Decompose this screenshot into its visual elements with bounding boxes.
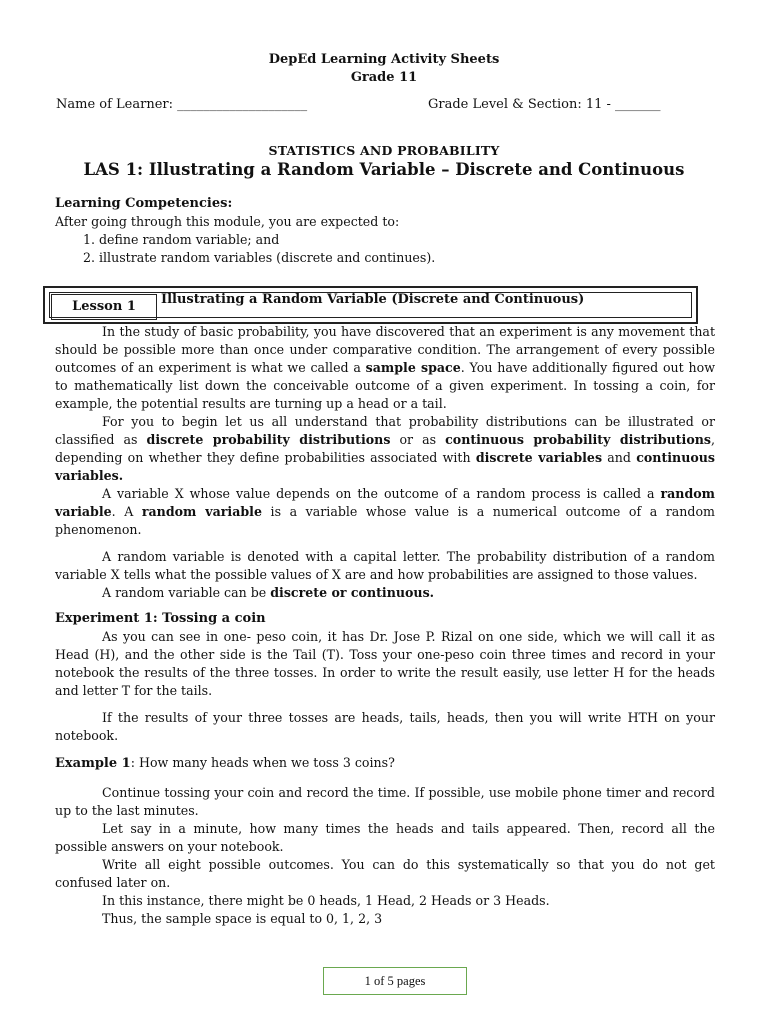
term-sample-space: sample space xyxy=(365,360,461,375)
lesson-content xyxy=(55,323,715,928)
paragraph-distributions xyxy=(55,413,715,485)
term-random-variable: random variable xyxy=(141,504,262,519)
experiment-paragraph: As you can see in one- peso coin, it has Dr. Jose P. Rizal on one side, which we will call it as Head (H), and the other side is the Tail (T). Toss your one-peso coin three times and record in your notebook the results of the three tosses. In order to write the result easily, use letter H for the heads and letter T for the tails. xyxy=(55,629,715,698)
term-discrete-distributions: discrete probability distributions xyxy=(146,432,391,447)
competencies-intro: After going through this module, you are expected to: xyxy=(55,214,400,229)
paragraph-capital-letter: A random variable is denoted with a capital letter. The probability distribution of a random variable X tells what the possible values of X are and how probabilities are assigned to those values. xyxy=(55,549,715,582)
paragraph-sample-space xyxy=(55,323,715,413)
example-paragraph: In this instance, there might be 0 heads, 1 Head, 2 Heads or 3 Heads. xyxy=(102,893,550,908)
example-heading xyxy=(55,754,715,773)
lesson-label: Lesson 1 xyxy=(51,294,157,320)
lesson-header-box xyxy=(43,286,698,324)
header-grade: Grade 11 xyxy=(350,70,418,85)
text: . You have additionally figured out how to mathematically list down the conceivable outcome of a given experiment. In tossing a coin, for example, the potential results are turning up a head or a tail. xyxy=(55,360,715,411)
text: or as xyxy=(390,432,446,447)
text: For you to begin let us all understand that probability distributions can be illustrated or classified as xyxy=(55,414,715,447)
example-question: : How many heads when we toss 3 coins? xyxy=(130,755,395,770)
list-item: 1. define random variable; and xyxy=(99,231,715,249)
list-item: 2. illustrate random variables (discrete and continues). xyxy=(99,249,715,267)
paragraph-random-variable xyxy=(55,485,715,539)
text: A random variable can be xyxy=(102,585,271,600)
example-paragraph: Let say in a minute, how many times the heads and tails appeared. Then, record all the possible answers on your notebook. xyxy=(55,821,715,854)
term-discrete-or-continuous: discrete or continuous. xyxy=(270,585,435,600)
term-random-variable: random variable xyxy=(55,486,715,519)
learner-name-field: Name of Learner: ____________________ xyxy=(56,97,308,112)
text: and xyxy=(602,450,637,465)
example-label: Example 1 xyxy=(55,756,131,771)
page-number-badge: 1 of 5 pages xyxy=(323,967,467,995)
example-paragraph: Write all eight possible outcomes. You can do this systematically so that you do not get confused later on. xyxy=(55,857,715,890)
competencies-list xyxy=(55,231,715,267)
text: A variable X whose value depends on the outcome of a random process is called a xyxy=(102,486,661,501)
lesson-title: Illustrating a Random Variable (Discrete and Continuous) xyxy=(161,292,585,307)
term-continuous-distributions: continuous probability distributions xyxy=(445,432,711,447)
experiment-title: Experiment 1: Tossing a coin xyxy=(55,611,266,626)
las-title: LAS 1: Illustrating a Random Variable – Discrete and Continuous xyxy=(83,160,685,179)
term-continuous-variables: continuous variables. xyxy=(55,450,716,483)
example-paragraph: Continue tossing your coin and record the time. If possible, use mobile phone timer and record up to the last minutes. xyxy=(55,785,715,818)
term-discrete-variables: discrete variables xyxy=(475,450,603,465)
grade-section-field: Grade Level & Section: 11 - _______ xyxy=(428,97,661,112)
learning-competencies xyxy=(55,195,715,267)
header-title: DepEd Learning Activity Sheets xyxy=(268,52,500,67)
text: is a variable whose value is a numerical outcome of a random phenomenon. xyxy=(55,504,715,537)
learner-info-row xyxy=(56,97,716,112)
example-paragraph: Thus, the sample space is equal to 0, 1, 2, 3 xyxy=(102,911,383,926)
paragraph-discrete-continuous xyxy=(55,584,715,602)
subject-heading: STATISTICS AND PROBABILITY xyxy=(268,143,500,158)
experiment-paragraph: If the results of your three tosses are heads, tails, heads, then you will write HTH on your notebook. xyxy=(55,710,715,743)
text: . A xyxy=(111,504,142,519)
competencies-title: Learning Competencies: xyxy=(55,196,233,211)
text: , depending on whether they define probabilities associated with xyxy=(55,432,715,465)
text: In the study of basic probability, you have discovered that an experiment is any movement that should be possible more than once under comparative condition. The arrangement of every possible outcomes of an experiment is what we called a xyxy=(55,324,715,375)
